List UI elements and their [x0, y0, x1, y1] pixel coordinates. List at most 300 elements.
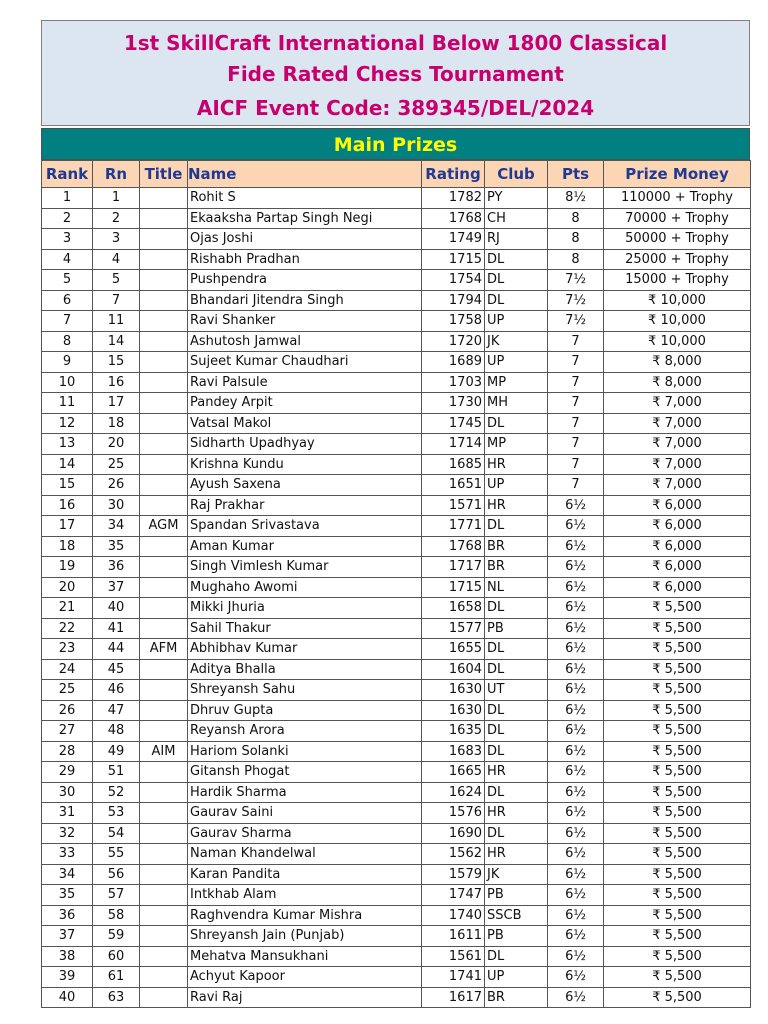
cell-title: [140, 618, 188, 639]
cell-rating: 1741: [422, 967, 485, 988]
cell-prize-money: 15000 + Trophy: [604, 270, 751, 291]
cell-pts: 6½: [548, 557, 604, 578]
cell-rank: 40: [42, 987, 93, 1008]
cell-name: Rohit S: [188, 188, 422, 209]
cell-prize-money: ₹ 7,000: [604, 393, 751, 414]
cell-rn: 40: [93, 598, 140, 619]
cell-prize-money: ₹ 5,500: [604, 762, 751, 783]
cell-rank: 8: [42, 331, 93, 352]
cell-club: DL: [485, 721, 548, 742]
cell-title: [140, 393, 188, 414]
cell-rank: 36: [42, 905, 93, 926]
cell-prize-money: ₹ 5,500: [604, 618, 751, 639]
cell-rn: 63: [93, 987, 140, 1008]
cell-club: DL: [485, 639, 548, 660]
cell-club: MH: [485, 393, 548, 414]
cell-pts: 8: [548, 249, 604, 270]
cell-rating: 1576: [422, 803, 485, 824]
cell-rn: 37: [93, 577, 140, 598]
cell-rank: 20: [42, 577, 93, 598]
table-row: [42, 352, 751, 373]
cell-rating: 1665: [422, 762, 485, 783]
cell-title: [140, 249, 188, 270]
cell-name: Reyansh Arora: [188, 721, 422, 742]
cell-rating: 1747: [422, 885, 485, 906]
cell-rn: 60: [93, 946, 140, 967]
cell-rating: 1658: [422, 598, 485, 619]
cell-name: Aman Kumar: [188, 536, 422, 557]
cell-rating: 1683: [422, 741, 485, 762]
cell-rating: 1577: [422, 618, 485, 639]
cell-rank: 35: [42, 885, 93, 906]
cell-rank: 23: [42, 639, 93, 660]
table-row: [42, 741, 751, 762]
cell-rank: 27: [42, 721, 93, 742]
cell-name: Krishna Kundu: [188, 454, 422, 475]
cell-rating: 1754: [422, 270, 485, 291]
table-row: [42, 229, 751, 250]
cell-pts: 6½: [548, 946, 604, 967]
cell-pts: 8½: [548, 188, 604, 209]
cell-rating: 1720: [422, 331, 485, 352]
cell-name: Bhandari Jitendra Singh: [188, 290, 422, 311]
cell-prize-money: ₹ 5,500: [604, 639, 751, 660]
cell-pts: 7: [548, 352, 604, 373]
cell-rn: 44: [93, 639, 140, 660]
column-header-rating: Rating: [422, 161, 485, 188]
cell-title: [140, 290, 188, 311]
cell-rating: 1768: [422, 208, 485, 229]
cell-rn: 56: [93, 864, 140, 885]
cell-prize-money: ₹ 5,500: [604, 803, 751, 824]
cell-club: UP: [485, 311, 548, 332]
cell-title: [140, 577, 188, 598]
cell-prize-money: ₹ 5,500: [604, 987, 751, 1008]
cell-rank: 3: [42, 229, 93, 250]
table-row: [42, 475, 751, 496]
cell-name: Aditya Bhalla: [188, 659, 422, 680]
cell-rn: 57: [93, 885, 140, 906]
cell-rn: 2: [93, 208, 140, 229]
event-code: AICF Event Code: 389345/DEL/2024: [196, 96, 595, 120]
cell-title: [140, 844, 188, 865]
cell-rn: 25: [93, 454, 140, 475]
cell-prize-money: 50000 + Trophy: [604, 229, 751, 250]
cell-club: DL: [485, 700, 548, 721]
cell-rn: 17: [93, 393, 140, 414]
cell-rating: 1579: [422, 864, 485, 885]
cell-title: [140, 229, 188, 250]
cell-rn: 58: [93, 905, 140, 926]
cell-name: Mughaho Awomi: [188, 577, 422, 598]
cell-rank: 9: [42, 352, 93, 373]
cell-name: Shreyansh Sahu: [188, 680, 422, 701]
cell-title: [140, 946, 188, 967]
table-row: [42, 536, 751, 557]
cell-rn: 35: [93, 536, 140, 557]
cell-prize-money: ₹ 5,500: [604, 721, 751, 742]
table-row: [42, 987, 751, 1008]
cell-prize-money: ₹ 8,000: [604, 352, 751, 373]
cell-name: Intkhab Alam: [188, 885, 422, 906]
cell-rating: 1715: [422, 249, 485, 270]
cell-prize-money: ₹ 5,500: [604, 864, 751, 885]
cell-title: [140, 208, 188, 229]
cell-rank: 15: [42, 475, 93, 496]
table-row: [42, 762, 751, 783]
cell-pts: 6½: [548, 803, 604, 824]
cell-rating: 1651: [422, 475, 485, 496]
cell-club: PB: [485, 926, 548, 947]
cell-prize-money: ₹ 5,500: [604, 823, 751, 844]
cell-club: DL: [485, 598, 548, 619]
cell-pts: 6½: [548, 905, 604, 926]
cell-pts: 8: [548, 208, 604, 229]
cell-rank: 32: [42, 823, 93, 844]
cell-prize-money: 70000 + Trophy: [604, 208, 751, 229]
table-row: [42, 885, 751, 906]
cell-rn: 53: [93, 803, 140, 824]
cell-rn: 1: [93, 188, 140, 209]
cell-club: UP: [485, 352, 548, 373]
cell-title: AGM: [140, 516, 188, 537]
cell-rating: 1571: [422, 495, 485, 516]
cell-name: Spandan Srivastava: [188, 516, 422, 537]
cell-title: [140, 700, 188, 721]
cell-prize-money: ₹ 5,500: [604, 659, 751, 680]
cell-prize-money: 25000 + Trophy: [604, 249, 751, 270]
cell-rank: 33: [42, 844, 93, 865]
cell-name: Pandey Arpit: [188, 393, 422, 414]
cell-prize-money: ₹ 5,500: [604, 844, 751, 865]
cell-title: [140, 557, 188, 578]
cell-rn: 20: [93, 434, 140, 455]
cell-pts: 6½: [548, 516, 604, 537]
cell-prize-money: ₹ 6,000: [604, 577, 751, 598]
cell-rn: 3: [93, 229, 140, 250]
cell-rn: 7: [93, 290, 140, 311]
cell-title: [140, 967, 188, 988]
cell-pts: 6½: [548, 536, 604, 557]
cell-title: [140, 311, 188, 332]
cell-rank: 18: [42, 536, 93, 557]
cell-rank: 6: [42, 290, 93, 311]
cell-pts: 7: [548, 475, 604, 496]
cell-rn: 55: [93, 844, 140, 865]
cell-rank: 38: [42, 946, 93, 967]
column-header-name: Name: [188, 161, 422, 188]
table-row: [42, 844, 751, 865]
cell-rn: 61: [93, 967, 140, 988]
cell-rank: 12: [42, 413, 93, 434]
cell-pts: 6½: [548, 926, 604, 947]
cell-prize-money: 110000 + Trophy: [604, 188, 751, 209]
cell-prize-money: ₹ 5,500: [604, 967, 751, 988]
cell-rank: 10: [42, 372, 93, 393]
table-row: [42, 598, 751, 619]
cell-name: Gitansh Phogat: [188, 762, 422, 783]
cell-rating: 1730: [422, 393, 485, 414]
table-row: [42, 249, 751, 270]
cell-pts: 6½: [548, 639, 604, 660]
cell-title: [140, 721, 188, 742]
cell-rn: 18: [93, 413, 140, 434]
cell-rank: 1: [42, 188, 93, 209]
cell-rn: 14: [93, 331, 140, 352]
cell-title: [140, 495, 188, 516]
cell-club: HR: [485, 762, 548, 783]
cell-rating: 1690: [422, 823, 485, 844]
cell-title: [140, 598, 188, 619]
cell-rank: 17: [42, 516, 93, 537]
cell-rating: 1740: [422, 905, 485, 926]
cell-name: Dhruv Gupta: [188, 700, 422, 721]
cell-name: Mikki Jhuria: [188, 598, 422, 619]
cell-name: Ojas Joshi: [188, 229, 422, 250]
cell-name: Ravi Shanker: [188, 311, 422, 332]
cell-pts: 7: [548, 331, 604, 352]
cell-name: Abhibhav Kumar: [188, 639, 422, 660]
cell-title: [140, 413, 188, 434]
cell-club: SSCB: [485, 905, 548, 926]
cell-pts: 6½: [548, 721, 604, 742]
section-title: Main Prizes: [41, 128, 750, 160]
cell-pts: 6½: [548, 885, 604, 906]
cell-club: DL: [485, 249, 548, 270]
cell-club: DL: [485, 659, 548, 680]
cell-name: Gaurav Saini: [188, 803, 422, 824]
table-row: [42, 331, 751, 352]
table-row: [42, 434, 751, 455]
cell-rating: 1562: [422, 844, 485, 865]
cell-pts: 7: [548, 393, 604, 414]
cell-prize-money: ₹ 5,500: [604, 905, 751, 926]
cell-name: Raghvendra Kumar Mishra: [188, 905, 422, 926]
cell-name: Vatsal Makol: [188, 413, 422, 434]
table-row: [42, 926, 751, 947]
cell-name: Raj Prakhar: [188, 495, 422, 516]
table-row: [42, 618, 751, 639]
cell-rank: 7: [42, 311, 93, 332]
cell-club: DL: [485, 270, 548, 291]
table-row: [42, 495, 751, 516]
cell-rank: 22: [42, 618, 93, 639]
cell-rank: 19: [42, 557, 93, 578]
cell-pts: 7: [548, 454, 604, 475]
cell-rating: 1611: [422, 926, 485, 947]
cell-name: Shreyansh Jain (Punjab): [188, 926, 422, 947]
cell-name: Pushpendra: [188, 270, 422, 291]
cell-title: [140, 885, 188, 906]
cell-rating: 1717: [422, 557, 485, 578]
cell-rank: 24: [42, 659, 93, 680]
table-row: [42, 516, 751, 537]
cell-rating: 1758: [422, 311, 485, 332]
cell-rank: 4: [42, 249, 93, 270]
cell-pts: 6½: [548, 618, 604, 639]
cell-club: DL: [485, 516, 548, 537]
cell-rank: 29: [42, 762, 93, 783]
cell-title: [140, 762, 188, 783]
cell-pts: 7: [548, 413, 604, 434]
cell-rating: 1714: [422, 434, 485, 455]
cell-title: [140, 270, 188, 291]
cell-club: DL: [485, 782, 548, 803]
cell-club: JK: [485, 864, 548, 885]
cell-rank: 16: [42, 495, 93, 516]
cell-club: BR: [485, 987, 548, 1008]
table-row: [42, 946, 751, 967]
cell-title: [140, 434, 188, 455]
column-header-rn: Rn: [93, 161, 140, 188]
column-header-rank: Rank: [42, 161, 93, 188]
cell-name: Hariom Solanki: [188, 741, 422, 762]
cell-rn: 30: [93, 495, 140, 516]
cell-rn: 4: [93, 249, 140, 270]
cell-prize-money: ₹ 5,500: [604, 926, 751, 947]
cell-pts: 6½: [548, 598, 604, 619]
cell-rank: 21: [42, 598, 93, 619]
cell-club: PB: [485, 885, 548, 906]
cell-pts: 7: [548, 434, 604, 455]
cell-pts: 6½: [548, 987, 604, 1008]
cell-rating: 1749: [422, 229, 485, 250]
table-row: [42, 680, 751, 701]
table-row: [42, 208, 751, 229]
cell-title: [140, 987, 188, 1008]
cell-name: Sidharth Upadhyay: [188, 434, 422, 455]
cell-title: [140, 352, 188, 373]
table-row: [42, 372, 751, 393]
cell-prize-money: ₹ 7,000: [604, 413, 751, 434]
cell-club: HR: [485, 844, 548, 865]
cell-rating: 1745: [422, 413, 485, 434]
cell-rn: 51: [93, 762, 140, 783]
cell-rating: 1715: [422, 577, 485, 598]
table-row: [42, 270, 751, 291]
cell-pts: 6½: [548, 844, 604, 865]
cell-club: RJ: [485, 229, 548, 250]
cell-club: BR: [485, 536, 548, 557]
column-header-club: Club: [485, 161, 548, 188]
cell-prize-money: ₹ 6,000: [604, 536, 751, 557]
cell-name: Ashutosh Jamwal: [188, 331, 422, 352]
tournament-title-line-1: 1st SkillCraft International Below 1800 Classical: [123, 31, 668, 55]
table-row: [42, 639, 751, 660]
table-row: [42, 290, 751, 311]
cell-rn: 26: [93, 475, 140, 496]
table-row: [42, 413, 751, 434]
cell-name: Ayush Saxena: [188, 475, 422, 496]
cell-pts: 8: [548, 229, 604, 250]
cell-prize-money: ₹ 5,500: [604, 598, 751, 619]
cell-pts: 6½: [548, 680, 604, 701]
cell-prize-money: ₹ 5,500: [604, 700, 751, 721]
table-row: [42, 823, 751, 844]
table-row: [42, 864, 751, 885]
cell-rn: 5: [93, 270, 140, 291]
cell-rank: 5: [42, 270, 93, 291]
cell-rn: 46: [93, 680, 140, 701]
cell-name: Mehatva Mansukhani: [188, 946, 422, 967]
cell-pts: 6½: [548, 782, 604, 803]
cell-rn: 59: [93, 926, 140, 947]
cell-rating: 1630: [422, 700, 485, 721]
cell-club: DL: [485, 946, 548, 967]
cell-pts: 7½: [548, 311, 604, 332]
table-row: [42, 659, 751, 680]
cell-title: [140, 680, 188, 701]
cell-pts: 6½: [548, 967, 604, 988]
cell-rn: 15: [93, 352, 140, 373]
cell-club: PY: [485, 188, 548, 209]
cell-rn: 47: [93, 700, 140, 721]
cell-title: [140, 475, 188, 496]
cell-title: AFM: [140, 639, 188, 660]
cell-rn: 34: [93, 516, 140, 537]
cell-title: [140, 188, 188, 209]
table-row: [42, 803, 751, 824]
cell-prize-money: ₹ 7,000: [604, 454, 751, 475]
cell-pts: 6½: [548, 577, 604, 598]
cell-rn: 54: [93, 823, 140, 844]
cell-rank: 39: [42, 967, 93, 988]
cell-title: [140, 803, 188, 824]
cell-club: DL: [485, 741, 548, 762]
cell-rn: 41: [93, 618, 140, 639]
cell-rating: 1685: [422, 454, 485, 475]
cell-pts: 7: [548, 372, 604, 393]
cell-rank: 26: [42, 700, 93, 721]
cell-name: Achyut Kapoor: [188, 967, 422, 988]
cell-rn: 52: [93, 782, 140, 803]
cell-title: [140, 659, 188, 680]
cell-pts: 7½: [548, 290, 604, 311]
cell-prize-money: ₹ 6,000: [604, 516, 751, 537]
cell-club: MP: [485, 372, 548, 393]
cell-prize-money: ₹ 10,000: [604, 311, 751, 332]
cell-rank: 28: [42, 741, 93, 762]
cell-rank: 14: [42, 454, 93, 475]
cell-pts: 6½: [548, 700, 604, 721]
table-row: [42, 393, 751, 414]
table-row: [42, 967, 751, 988]
cell-name: Karan Pandita: [188, 864, 422, 885]
cell-rating: 1655: [422, 639, 485, 660]
cell-prize-money: ₹ 7,000: [604, 475, 751, 496]
table-row: [42, 782, 751, 803]
column-header-title: Title: [140, 161, 188, 188]
cell-rating: 1617: [422, 987, 485, 1008]
cell-title: [140, 372, 188, 393]
cell-rn: 45: [93, 659, 140, 680]
cell-rating: 1630: [422, 680, 485, 701]
table-row: [42, 557, 751, 578]
cell-rn: 11: [93, 311, 140, 332]
table-row: [42, 454, 751, 475]
cell-prize-money: ₹ 10,000: [604, 331, 751, 352]
cell-rank: 25: [42, 680, 93, 701]
cell-club: HR: [485, 454, 548, 475]
cell-rating: 1689: [422, 352, 485, 373]
cell-rating: 1635: [422, 721, 485, 742]
cell-prize-money: ₹ 6,000: [604, 495, 751, 516]
cell-rating: 1771: [422, 516, 485, 537]
cell-title: [140, 926, 188, 947]
cell-club: BR: [485, 557, 548, 578]
cell-title: [140, 823, 188, 844]
cell-rn: 48: [93, 721, 140, 742]
